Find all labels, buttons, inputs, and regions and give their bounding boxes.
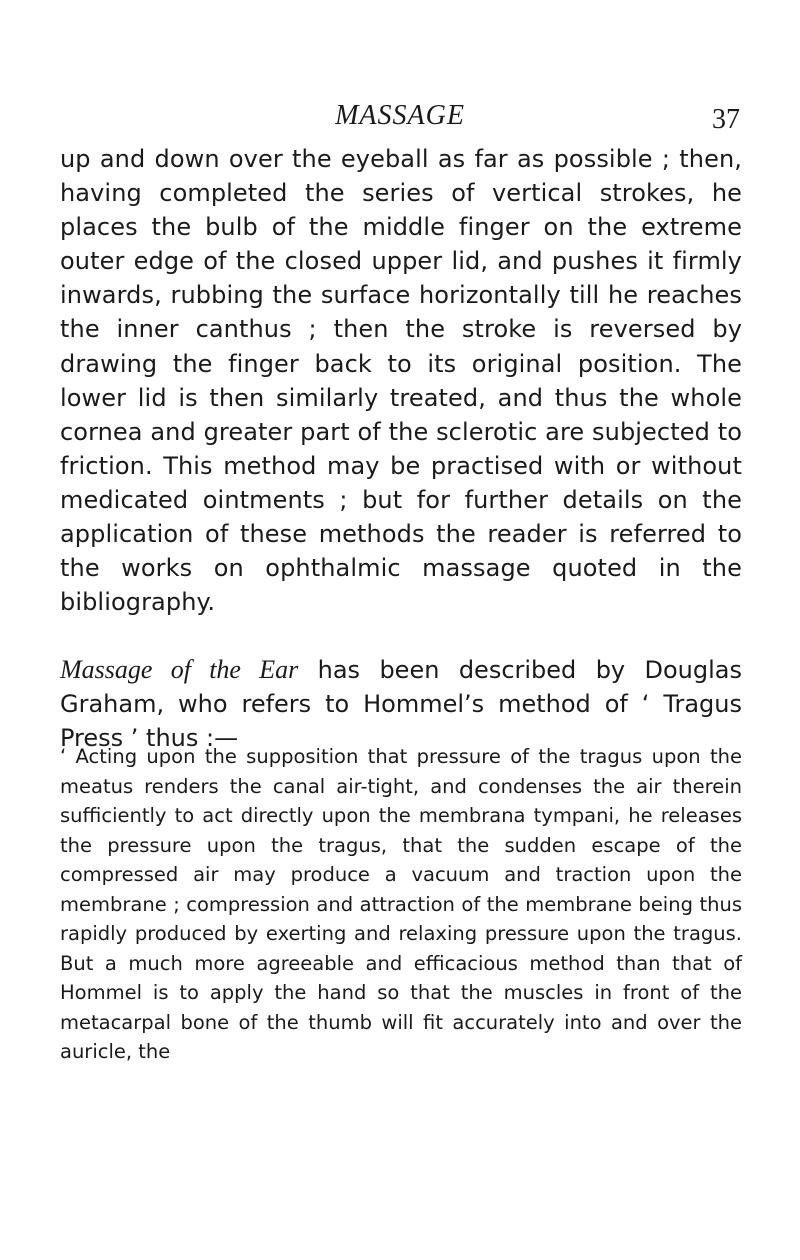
page-number: 37	[712, 104, 740, 135]
running-title: MASSAGE	[335, 100, 465, 131]
section-title-ear: Massage of the Ear	[60, 655, 299, 684]
quotation-paragraph: ‘ Acting upon the supposition that pressure of the tragus upon the meatus renders the canal air-tight, and condenses the air therein sufficiently to act directly upon the membrana tympani, he releases the pressure upon the tragus, that the sudden escape of the compressed air may produce a vacuum and traction upon the membrane ; compression and attraction of the membrane being thus rapidly produced by exerting and relaxing pressure upon the tragus. But a much more agreeable and efficacious method than that of Hommel is to apply the hand so that the muscles in front of the metacarpal bone of the thumb will fit accurately into and over the auricle, the	[60, 745, 742, 1063]
page-header	[60, 98, 740, 134]
paragraph-eye-massage: up and down over the eyeball as far as possible ; then, having completed the series of vertical strokes, he places the bulb of the middle finger on the extreme outer edge of the closed upper lid, and pushes it firmly inwards, rubbing the surface horizontally till he reaches the inner canthus ; then the stroke is reversed by drawing the finger back to its original position. The lower lid is then similarly treated, and thus the whole cornea and greater part of the sclerotic are subjected to friction. This method may be practised with or without medicated ointments ; but for further details on the application of these methods the reader is referred to the works on ophthalmic massage quoted in the bibliography.	[60, 145, 742, 617]
paragraph-ear-text: has been described by Douglas Graham, who refers to Hommel’s method of ‘ Tragus Press ’ thus :—	[60, 656, 743, 753]
paragraph-ear-massage	[60, 653, 742, 755]
